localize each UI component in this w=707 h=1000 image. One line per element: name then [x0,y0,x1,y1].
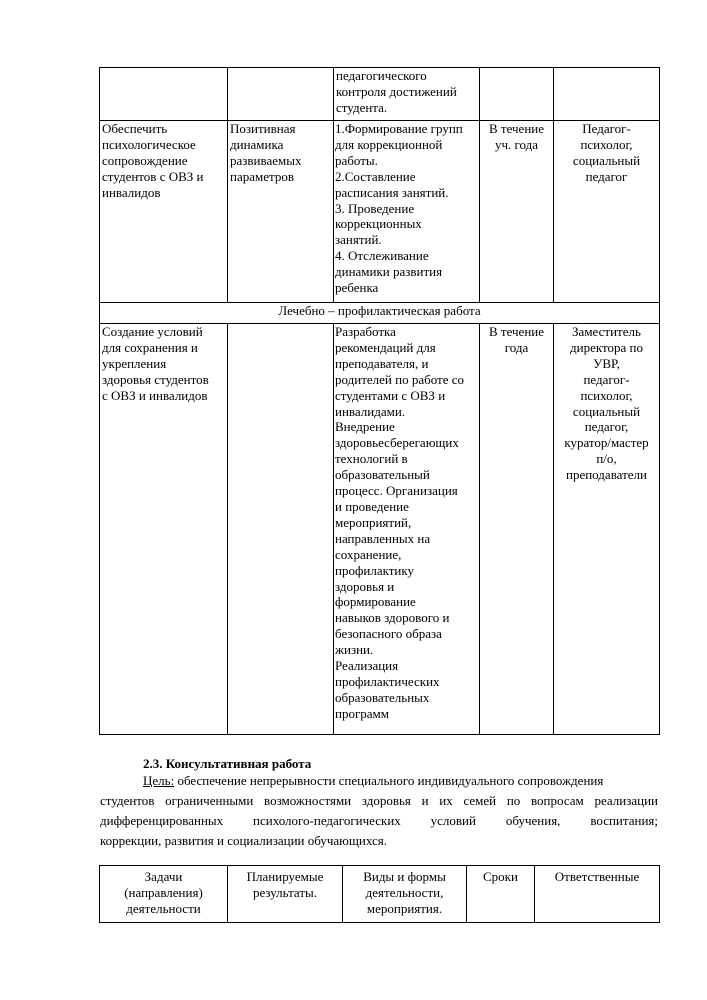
table-row [100,303,660,324]
consulting-table [99,865,660,923]
result-cell [228,121,334,303]
goal-label: Цель: [143,773,175,788]
table-cell [480,68,554,121]
text-line: с ОВЗ и инвалидов [102,387,208,403]
goal-line-3: дифференцированных психолого-педагогических условий обучения, воспитания; [100,813,658,828]
text-line: куратор/мастер [564,435,649,451]
header-results [228,866,343,923]
text-line: процесс. Организация [335,483,458,499]
text-line: педагог [585,168,628,184]
text-line: деятельности, [365,884,444,900]
text-line: года [504,339,529,355]
text-line: инвалидами. [335,403,406,419]
table-header-row [100,866,660,923]
text-line: ребенка [335,280,379,296]
deadline-cell [480,121,554,303]
text-line: динамики развития [335,264,443,280]
text-line: Создание условий [102,324,203,339]
text-line: профилактических [335,673,440,689]
text-line: здоровьесберегающих [335,435,459,451]
text-line: директора по [570,339,643,355]
text-line: формирование [335,594,416,610]
goal-line-4: коррекции, развития и социализации обучающихся. [100,833,387,848]
goal-line-1 [100,773,658,789]
text-line: Реализация [335,658,399,674]
responsible-cell [554,121,660,303]
text-line: 1.Формирование групп [335,121,463,136]
text-line: для сохранения и [102,339,198,355]
goal-line-2: студентов ограниченными возможностями здоровья и их семей по вопросам реализации [100,793,658,808]
table-row [100,121,660,303]
text-line: социальный [572,152,641,168]
text-line: Педагог- [582,121,631,136]
text-line: для коррекционной [335,136,443,152]
text-line: педагогического [336,68,427,83]
text-line: здоровья студентов [102,371,209,387]
text-line: студентов с ОВЗ и [102,168,204,184]
text-line: укрепления [102,355,167,371]
text-line: УВР, [593,355,620,371]
text-line: психолог, [580,136,633,152]
activity-cell [334,121,480,303]
text-line: жизни. [335,642,374,658]
text-line: работы. [335,152,378,168]
text-line: сохранение, [335,546,402,562]
text-line: мероприятий, [335,514,412,530]
text-line: родителей по работе со [335,371,465,387]
text-line: уч. года [494,136,539,152]
text-line: Обеспечить [102,121,168,136]
text-line: 2.Составление [335,168,416,184]
text-line: сопровождение [102,152,188,168]
text-line: преподавателя, и [335,355,429,371]
header-deadlines [467,866,535,923]
text-line: программ [335,705,390,721]
text-line: мероприятия. [366,900,443,916]
text-line: психологическое [102,136,196,152]
text-line: Ответственные [554,869,640,884]
text-line: педагог, [584,419,629,435]
text-line: направленных на [335,530,431,546]
section-title: 2.3. Консультативная работа [143,756,312,771]
deadline-cell [480,324,554,735]
task-cell [100,324,228,735]
text-line: и проведение [335,498,409,514]
text-line: образовательных [335,689,430,705]
text-line: параметров [230,168,294,184]
text-line: технологий в [335,451,408,467]
table-row [100,324,660,735]
text-line: деятельности [126,900,201,916]
text-line: студентами с ОВЗ и [335,387,446,403]
text-line: динамика [230,136,284,152]
text-line: развиваемых [230,152,302,168]
text-line: профилактику [335,562,415,578]
text-line: здоровья и [335,578,395,594]
header-tasks [100,866,228,923]
table-cell [334,68,480,121]
text-line: Позитивная [230,121,296,136]
text-line: рекомендаций для [335,339,436,355]
text-line: преподаватели [566,467,647,483]
task-cell [100,121,228,303]
goal-text: обеспечение непрерывности специального индивидуального сопровождения [174,773,604,788]
table-cell [228,68,334,121]
text-line: навыков здорового и [335,610,450,626]
text-line: 3. Проведение [335,200,415,216]
text-line: п/о, [596,451,617,467]
table-row [100,68,660,121]
text-line: расписания занятий. [335,184,449,200]
text-line: Сроки [483,869,518,884]
text-line: безопасного образа [335,626,442,642]
text-line: 4. Отслеживание [335,248,429,264]
text-line: В течение [488,324,545,339]
text-line: инвалидов [102,184,161,200]
text-line: Заместитель [572,324,641,339]
text-line: педагог- [583,371,630,387]
text-line: студента. [336,99,388,115]
text-line: Разработка [335,324,396,339]
text-line: образовательный [335,467,430,483]
table-cell [554,68,660,121]
header-activities [343,866,467,923]
measures-table [99,67,660,735]
text-line: Планируемые [246,869,324,884]
activity-cell [334,324,480,735]
text-line: Виды и формы [363,869,446,884]
text-line: Внедрение [335,419,395,435]
text-line: результаты. [252,884,318,900]
text-line: психолог, [580,387,633,403]
result-cell [228,324,334,735]
text-line: Задачи [144,869,183,884]
header-responsible [535,866,660,923]
responsible-cell [554,324,660,735]
text-line: социальный [572,403,641,419]
table-cell [100,68,228,121]
text-line: В течение [488,121,545,136]
text-line: занятий. [335,232,382,248]
text-line: (направления) [124,884,203,900]
section-row-heading: Лечебно – профилактическая работа [100,303,660,324]
text-line: контроля достижений [336,83,457,99]
text-line: коррекционных [335,216,422,232]
